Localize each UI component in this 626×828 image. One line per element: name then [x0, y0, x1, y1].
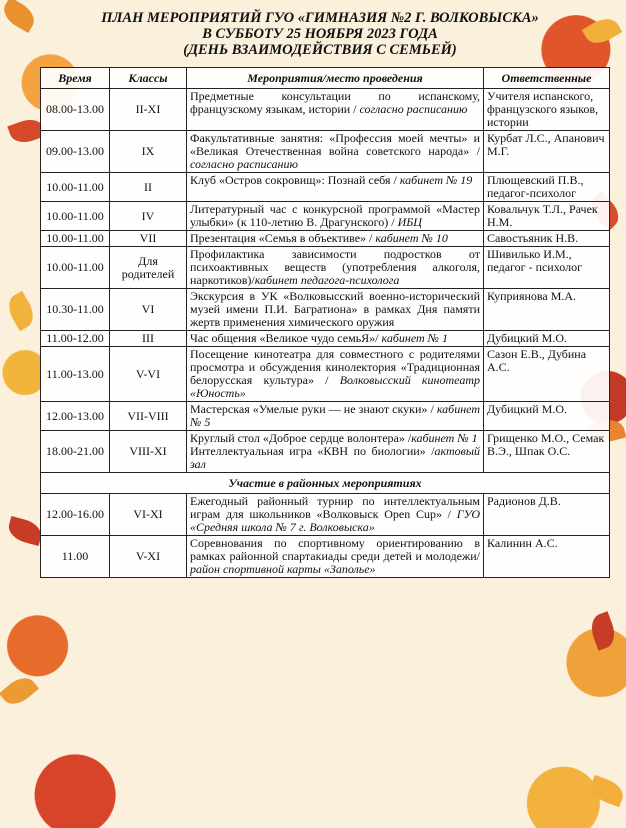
event-text: Мастерская «Умелые руки — не знают скуки» /: [190, 402, 437, 416]
event-text: Предметные консультации по испанскому, французскому языкам, истории /: [190, 89, 480, 116]
document-title: [40, 10, 600, 58]
event-text: Круглый стол «Доброе сердце волонтера» /: [190, 431, 412, 445]
event-text-2: Интеллектуальная игра «КВН по биологии» /: [190, 444, 435, 458]
event-text: Литературный час с конкурсной программой «Мастер улыбки» (к 110-летию В. Драгунского) /: [190, 202, 480, 229]
event-text: Час общения «Великое чудо семьЯ»/: [190, 331, 382, 345]
time-cell: 11.00-12.00: [41, 331, 110, 347]
responsible-cell: Учителя испанского, французского языков, истории: [484, 89, 610, 131]
time-cell: 11.00: [41, 536, 110, 578]
event-cell: [187, 347, 484, 402]
column-header-classes: Классы: [110, 68, 187, 89]
responsible-cell: Плющевский П.В., педагог-психолог: [484, 173, 610, 202]
table-row: [41, 247, 610, 289]
responsible-cell: Дубицкий М.О.: [484, 402, 610, 431]
event-location: ИБЦ: [397, 215, 422, 229]
title-line-3: (ДЕНЬ ВЗАИМОДЕЙСТВИЯ С СЕМЬЕЙ): [183, 42, 457, 58]
responsible-cell: Сазон Е.В., Дубина А.С.: [484, 347, 610, 402]
classes-cell: III: [110, 331, 187, 347]
classes-cell: VI: [110, 289, 187, 331]
classes-cell: VIII-XI: [110, 431, 187, 473]
responsible-cell: Дубицкий М.О.: [484, 331, 610, 347]
column-header-responsible: Ответственные: [484, 68, 610, 89]
event-cell: [187, 536, 484, 578]
event-location: кабинет педагога-психолога: [254, 273, 400, 287]
table-row: [41, 89, 610, 131]
event-location-2: актовый зал: [190, 444, 480, 471]
time-cell: 18.00-21.00: [41, 431, 110, 473]
event-cell: [187, 431, 484, 473]
table-row: [41, 202, 610, 231]
classes-cell: VI-XI: [110, 494, 187, 536]
time-cell: 10.00-11.00: [41, 173, 110, 202]
leaf-decoration-icon: [0, 0, 39, 33]
event-text: Экскурсия в УК «Волковысский военно-исторический музей имени П.И. Багратиона» в рамках Дня памяти жертв применения химического оружия: [190, 289, 480, 329]
responsible-cell: Радионов Д.В.: [484, 494, 610, 536]
table-row: [41, 289, 610, 331]
events-table: [40, 67, 610, 578]
event-cell: [187, 173, 484, 202]
time-cell: 11.00-13.00: [41, 347, 110, 402]
table-row: [41, 494, 610, 536]
classes-cell: IV: [110, 202, 187, 231]
event-text: Соревнования по спортивному ориентированию в рамках районной спартакиады среди детей и молодежи/: [190, 536, 480, 563]
event-location: кабинет № 1: [381, 331, 448, 345]
event-text: Ежегодный районный турнир по интеллектуальным играм для школьников «Волковыск Open Cup» /: [190, 494, 480, 521]
event-location: ГУО «Средняя школа № 7 г. Волковыска»: [190, 507, 480, 534]
event-text: Презентация «Семья в объективе» /: [190, 231, 376, 245]
event-location: район спортивной карты «Заполье»: [190, 562, 376, 576]
event-cell: [187, 89, 484, 131]
classes-cell: IX: [110, 131, 187, 173]
table-row: [41, 347, 610, 402]
event-text: Профилактика зависимости подростков от психоактивных веществ (употребления алкоголя, наркотиков)/: [190, 247, 480, 287]
time-cell: 12.00-16.00: [41, 494, 110, 536]
time-cell: 10.00-11.00: [41, 247, 110, 289]
event-text: Посещение кинотеатра для совместного с родителями просмотра и обсуждения кинолектория «Традиционная белорусская культура» /: [190, 347, 480, 387]
column-header-events: Мероприятия/место проведения: [187, 68, 484, 89]
time-cell: 08.00-13.00: [41, 89, 110, 131]
event-location: Волковысский кинотеатр «Юность»: [190, 373, 480, 400]
event-location: кабинет № 10: [375, 231, 448, 245]
responsible-cell: Грищенко М.О., Семак В.Э., Шпак О.С.: [484, 431, 610, 473]
event-location: кабинет № 1: [411, 431, 478, 445]
table-row: [41, 173, 610, 202]
responsible-cell: Савостьяник Н.В.: [484, 231, 610, 247]
column-header-time: Время: [41, 68, 110, 89]
classes-cell: VII: [110, 231, 187, 247]
classes-cell: Для родителей: [110, 247, 187, 289]
classes-cell: II-XI: [110, 89, 187, 131]
time-cell: 10.30-11.00: [41, 289, 110, 331]
event-location: согласно расписанию: [190, 157, 298, 171]
table-row: [41, 402, 610, 431]
table-header-row: [41, 68, 610, 89]
event-location: кабинет № 5: [190, 402, 480, 429]
leaf-decoration-icon: [587, 611, 619, 650]
leaf-decoration-icon: [587, 775, 626, 807]
table-row: [41, 131, 610, 173]
classes-cell: V-VI: [110, 347, 187, 402]
event-cell: [187, 131, 484, 173]
section-title: Участие в районных мероприятиях: [41, 473, 610, 494]
leaf-decoration-icon: [3, 291, 39, 331]
table-row: [41, 231, 610, 247]
event-text: Клуб «Остров сокровищ»: Познай себя /: [190, 173, 400, 187]
time-cell: 10.00-11.00: [41, 202, 110, 231]
event-text: Факультативные занятия: «Профессия моей мечты» и «Великая Отечественная война советского народа» /: [190, 131, 480, 158]
event-cell: [187, 247, 484, 289]
classes-cell: V-XI: [110, 536, 187, 578]
classes-cell: VII-VIII: [110, 402, 187, 431]
event-cell: [187, 494, 484, 536]
event-cell: [187, 289, 484, 331]
leaf-decoration-icon: [6, 516, 45, 546]
section-header-row: [41, 473, 610, 494]
table-row: [41, 331, 610, 347]
responsible-cell: Ковальчук Т.Л., Рачек Н.М.: [484, 202, 610, 231]
table-row: [41, 536, 610, 578]
responsible-cell: Шивилько И.М., педагог - психолог: [484, 247, 610, 289]
time-cell: 10.00-11.00: [41, 231, 110, 247]
responsible-cell: Куприянова М.А.: [484, 289, 610, 331]
event-cell: [187, 202, 484, 231]
event-location: согласно расписанию: [359, 102, 468, 116]
leaf-decoration-icon: [0, 672, 39, 711]
classes-cell: II: [110, 173, 187, 202]
event-location: кабинет № 19: [399, 173, 473, 187]
time-cell: 09.00-13.00: [41, 131, 110, 173]
responsible-cell: Курбат Л.С., Апанович М.Г.: [484, 131, 610, 173]
event-cell: [187, 402, 484, 431]
title-line-2: В СУББОТУ 25 НОЯБРЯ 2023 ГОДА: [202, 26, 438, 42]
time-cell: 12.00-13.00: [41, 402, 110, 431]
event-cell: [187, 331, 484, 347]
table-row: [41, 431, 610, 473]
event-cell: [187, 231, 484, 247]
responsible-cell: Калинин А.С.: [484, 536, 610, 578]
title-line-1: ПЛАН МЕРОПРИЯТИЙ ГУО «ГИМНАЗИЯ №2 Г. ВОЛКОВЫСКА»: [101, 10, 539, 26]
